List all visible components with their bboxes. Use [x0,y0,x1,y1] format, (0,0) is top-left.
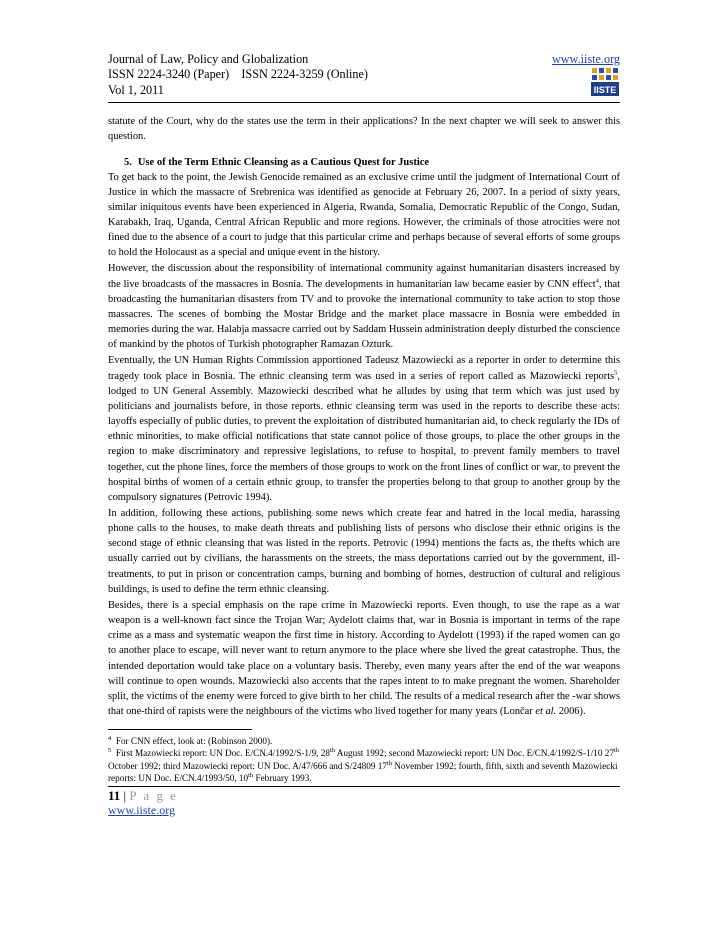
section-heading [108,155,620,170]
svg-text:IISTE: IISTE [593,85,617,95]
section-title: Use of the Term Ethnic Cleansing as a Cautious Quest for Justice [137,156,430,168]
volume-line: Vol 1, 2011 [108,82,164,97]
issn-line: ISSN 2224-3240 (Paper) ISSN 2224-3259 (Online) [108,67,368,82]
paragraph-2: However, the discussion about the responsibility of international community against humanitarian disasters increased by the live broadcasts of the massacres in Bosnia. The developments in humanitarian law became easier by CNN effect$^4$, that broadcasting the humanitarian disasters from TV and to provoke the international community to take action to stop those massacres. The scenes of bombing the Mostar Bridge and the market place massacre in Bosnia were embedded in memories during the war. Halabja massacre carried out by Saddam Hussein administration deeply disturbed the conscience of mankind by the photos of Turkish photographer Ramazan Ozturk. [108,263,620,351]
page-header [108,52,620,103]
footer-url-link[interactable]: www.iiste.org [108,802,175,817]
paragraph-5: Besides, there is a special emphasis on the rape crime in Mazowiecki reports. Even though, to use the rape as a war weapon is a well-known fact since the Trojan War; Aydelott claims that, war in Bosnia is important in terms of the rape crime as a mass and systematic weapon the first time in history. According to Aydelott (1993) if the raped women can go to another place to escape, will never want to return anymore to the place where she lived the great catastrophe. Thus, the intended deportation would take place on a voluntary basis. Thereby, even many years after the end of the war weapons will continue to open wounds. Mazowiecki also accents that the rapes intent to to make pregnant the women. Shareholder split, the victims of the enemy were forced to give birth to her child. The results of a medical research after the -war shows that one-third of rapists were the neighbours of the victims who lived together for many years (Lončar et al. 2006). [108,599,620,717]
footnote-rule [108,729,252,730]
header-rule [108,102,620,103]
intro-paragraph: statute of the Court, why do the states use the term in their applications? In the next chapter we will seek to answer this question. [108,116,620,143]
document-page [108,52,620,817]
page-number: 11 [108,787,121,803]
iiste-logo [590,67,620,97]
page-label: P a g e [129,787,178,803]
footnote-4: $^4$ For CNN effect, look at: (Robinson 2000). [108,735,273,747]
footnote-ref-4[interactable]: 4 [595,277,599,285]
journal-title: Journal of Law, Policy and Globalization [108,52,309,66]
header-url-link[interactable]: www.iiste.org [551,52,620,66]
section-number: 5. [124,156,132,168]
footnote-5: $^5$ First Mazowiecki report: UN Doc. E/CN.4/1992/S-1/9, 28th August 1992; second Mazowiecki report: UN Doc. E/CN.4/1992/S-1/10 27th October 1992; third Mazowiecki report: UN Doc. A/47/666 and S/24809 17th November 1992; fourth, fifth, sixth and seventh Mazowiecki reports: UN Doc. E/CN.4/1993/50, 10th February 1993. [108,747,619,783]
paragraph-4: In addition, following these actions, publishing some news which create fear and hatred in the local media, harassing phone calls to the houses, to make death threats and publishing lists of persons who disclose their ethnic origins is the second stage of ethnic cleansing that was listed in the reports. Petrovic (1994) mentions the facts as, the thefts which are usually carried out by civilians, the harassments on the streets, the mass deportations carried out by the government, ill-treatments, to put in prison or concentration camps, burning and bombing of homes, destruction of cultural and religious buildings, is used to define the term ethnic cleansing. [108,507,620,595]
footer-rule [108,786,620,787]
page-number-line: 11 | P a g e [108,787,178,803]
paragraph-3: Eventually, the UN Human Rights Commission apportioned Tadeusz Mazowiecki as a reporter in order to determine this tragedy took place in Bosnia. The ethnic cleansing term was used in a series of report called as Mazowiecki reports$^5$, lodged to UN General Assembly. Mazowiecki described what he alludes by using that term which was just used by politicians and journalists before, in those reports. ethnic cleansing term was used in the reports to describe these acts: layoffs especially of public duties, to prevent the exploitation of distributed humanitarian aid, to check regularly the IDs of ethnic minorities, to make official notifications that state cannot police of those groups, to place the other groups in the region to make discriminatory and repressive legislations, to refuse to hospital, to prevent family members to travel together, cut the phone lines, force the members of those groups to work on the front lines of conflict or war, to prevent the hospital births of women of a certain ethnic group, to transfer the properties belong to that group to another group by the compulsory signatures (Petrovic 1994). [108,355,620,503]
paragraph-1: To get back to the point, the Jewish Genocide remained as an exclusive crime until the judgment of International Court of Justice in which the massacre of Srebrenica was identified as genocide at February 26, 2007. In a period of sixty years, similar iniquitous events have been experienced in Algeria, Rwanda, Somalia, Democratic Republic of the Congo, Sudan, Karabakh, Iraq, Uganda, Central African Republic and more regions. However, the criminals of those atrocities were not fined due to the absence of a court to judge that this particular crime and perhaps because of several efforts of some groups to hold the Holocaust as a special and unique event in the history. [108,171,620,259]
footnote-ref-5[interactable]: 5 [614,369,618,377]
